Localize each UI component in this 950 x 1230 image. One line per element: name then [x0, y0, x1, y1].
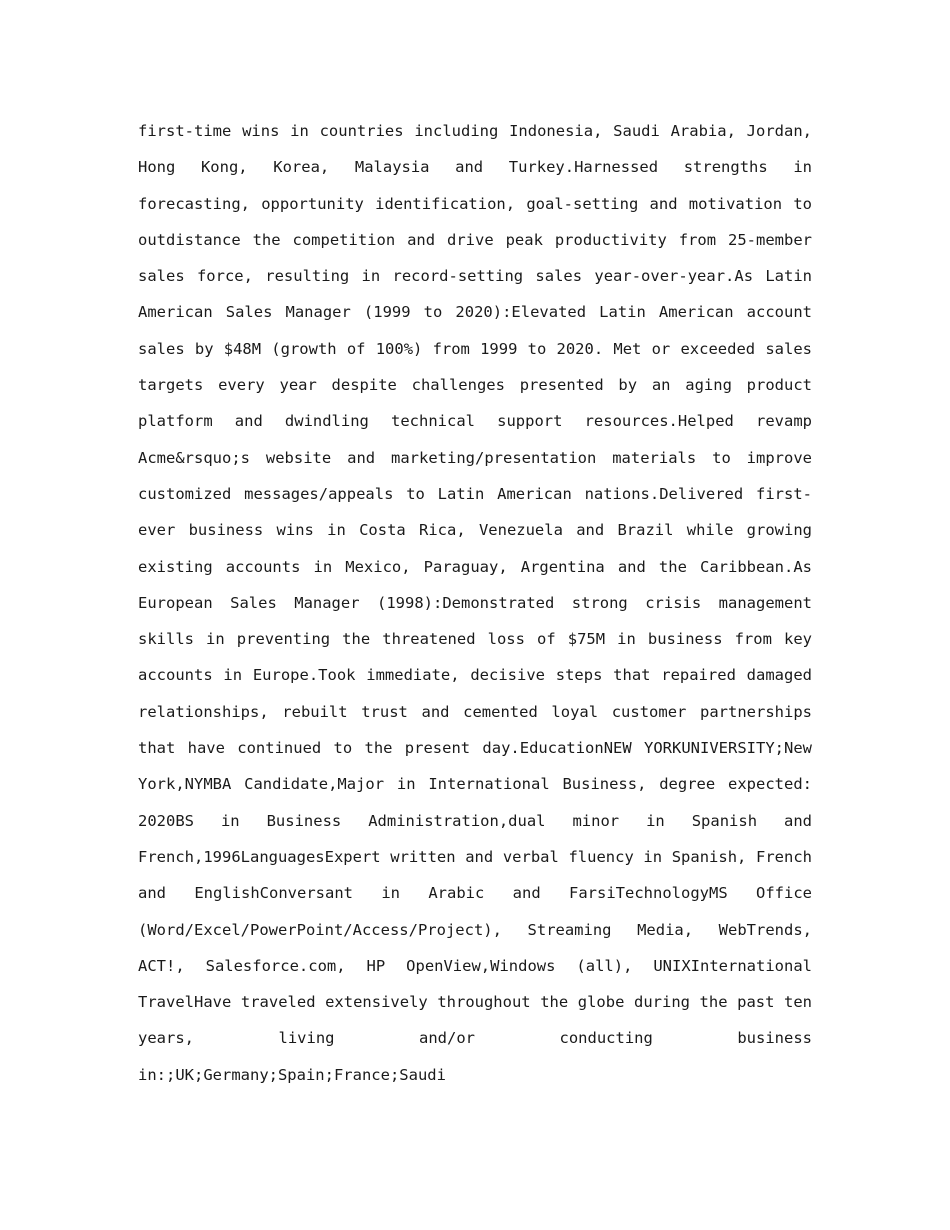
body-text [138, 113, 812, 1093]
text-line: French,1996LanguagesExpert written and verbal fluency in Spanish, French [138, 847, 812, 866]
text-line: TravelHave traveled extensively throughout the globe during the past ten [138, 993, 812, 1012]
text-line: outdistance the competition and drive peak productivity from 25-member [138, 230, 812, 249]
text-line: York,NYMBA Candidate,Major in International Business, degree expected: [138, 775, 812, 794]
text-line: sales by $48M (growth of 100%) from 1999 to 2020. Met or exceeded sales [138, 339, 812, 358]
text-line: (Word/Excel/PowerPoint/Access/Project), Streaming Media, WebTrends, [138, 920, 812, 939]
text-line: accounts in Europe.Took immediate, decisive steps that repaired damaged [138, 666, 812, 685]
text-line: sales force, resulting in record-setting sales year-over-year.As Latin [138, 267, 812, 286]
text-line: forecasting, opportunity identification, goal-setting and motivation to [138, 194, 812, 213]
text-line: customized messages/appeals to Latin American nations.Delivered first- [138, 484, 812, 503]
text-line: ever business wins in Costa Rica, Venezuela and Brazil while growing [138, 521, 812, 540]
text-line: in:;UK;Germany;Spain;France;Saudi [138, 1065, 446, 1084]
text-line: relationships, rebuilt trust and cemented loyal customer partnerships [138, 702, 812, 721]
text-line: targets every year despite challenges presented by an aging product [138, 376, 812, 395]
text-line: existing accounts in Mexico, Paraguay, Argentina and the Caribbean.As [138, 557, 812, 576]
text-line: and EnglishConversant in Arabic and FarsiTechnologyMS Office [138, 884, 812, 903]
text-line: Acme&rsquo;s website and marketing/presentation materials to improve [138, 448, 812, 467]
text-line: European Sales Manager (1998):Demonstrated strong crisis management [138, 593, 812, 612]
text-line: 2020BS in Business Administration,dual minor in Spanish and [138, 811, 812, 830]
text-line: years, living and/or conducting business [138, 1029, 812, 1048]
text-line: that have continued to the present day.EducationNEW YORKUNIVERSITY;New [138, 739, 812, 758]
text-line: American Sales Manager (1999 to 2020):Elevated Latin American account [138, 303, 812, 322]
text-line: first-time wins in countries including Indonesia, Saudi Arabia, Jordan, [138, 122, 812, 140]
text-line: ACT!, Salesforce.com, HP OpenView,Windows (all), UNIXInternational [138, 956, 812, 975]
text-line: platform and dwindling technical support resources.Helped revamp [138, 412, 812, 431]
text-line: skills in preventing the threatened loss of $75M in business from key [138, 630, 812, 649]
text-line: Hong Kong, Korea, Malaysia and Turkey.Harnessed strengths in [138, 158, 812, 177]
